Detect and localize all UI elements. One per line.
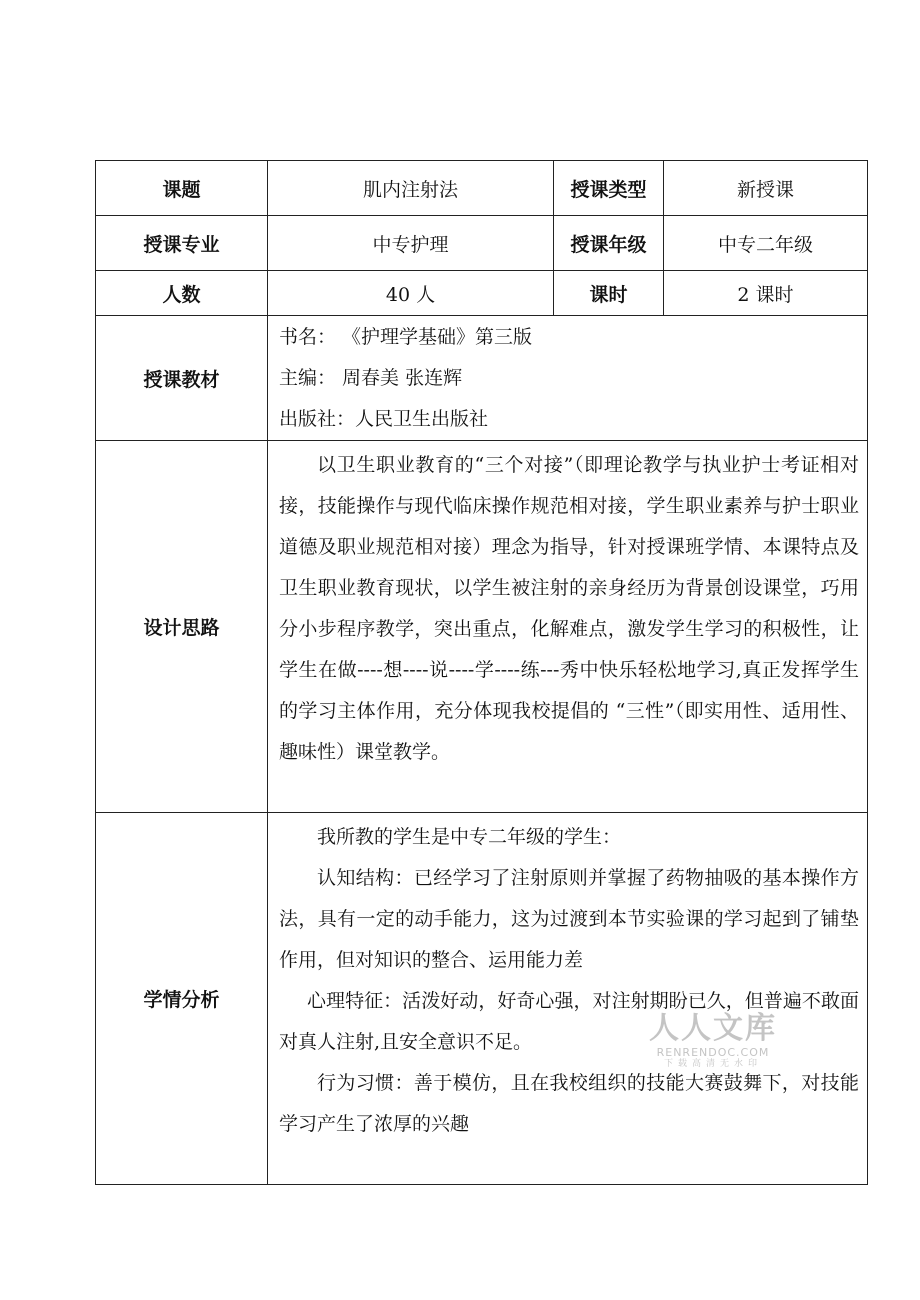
topic-value: 肌内注射法	[268, 161, 554, 216]
design-label: 设计思路	[96, 441, 268, 813]
hours-label: 课时	[554, 271, 664, 316]
hours-value: 2 课时	[664, 271, 868, 316]
analysis-label: 学情分析	[96, 813, 268, 1185]
row-topic	[96, 161, 868, 216]
grade-value: 中专二年级	[664, 216, 868, 271]
row-design	[96, 441, 868, 813]
row-analysis	[96, 813, 868, 1185]
lesson-plan-table	[95, 160, 868, 1185]
textbook-title-line: 书名： 《护理学基础》第三版	[279, 325, 533, 348]
textbook-publisher-line: 出版社：人民卫生出版社	[279, 407, 489, 430]
count-label: 人数	[96, 271, 268, 316]
watermark-note: 下载高清无水印	[663, 1059, 762, 1069]
analysis-intro: 我所教的学生是中专二年级的学生：	[317, 826, 622, 848]
major-label: 授课专业	[96, 216, 268, 271]
row-count	[96, 271, 868, 316]
design-paragraph: 以卫生职业教育的“三个对接”（即理论教学与执业护士考证相对接，技能操作与现代临床操作规范相对接，学生职业素养与护士职业道德及职业规范相对接）理念为指导，针对授课班学情、本课特点及卫生职业教育现状，以学生被注射的亲身经历为背景创设课堂，巧用分小步程序教学，突出重点，化解难点，激发学生学习的积极性，让学生在做----想----说----学----练---秀中快乐轻松地学习,真正发挥学生的学习主体作用，充分体现我校提倡的 “三性”（即实用性、适用性、趣味性）课堂教学。	[279, 454, 859, 763]
row-major	[96, 216, 868, 271]
type-label: 授课类型	[554, 161, 664, 216]
textbook-label: 授课教材	[96, 316, 268, 441]
analysis-behavior: 行为习惯：善于模仿，且在我校组织的技能大赛鼓舞下，对技能学习产生了浓厚的兴趣	[279, 1072, 859, 1135]
watermark-domain: RENRENDOC.COM	[656, 1046, 770, 1059]
watermark-logo-text: 人人文库	[649, 1011, 777, 1046]
count-value: 40 人	[268, 271, 554, 316]
type-value: 新授课	[664, 161, 868, 216]
analysis-psychological: 心理特征：活泼好动，好奇心强，对注射期盼已久，但普遍不敢面对真人注射,且安全意识不足。	[279, 990, 859, 1053]
textbook-details	[268, 316, 868, 441]
row-textbook	[96, 316, 868, 441]
major-value: 中专护理	[268, 216, 554, 271]
analysis-cognitive: 认知结构：已经学习了注射原则并掌握了药物抽吸的基本操作方法，具有一定的动手能力，这为过渡到本节实验课的学习起到了铺垫作用，但对知识的整合、运用能力差	[279, 867, 859, 971]
textbook-editor-line: 主编： 周春美 张连辉	[279, 366, 463, 389]
topic-label: 课题	[96, 161, 268, 216]
grade-label: 授课年级	[554, 216, 664, 271]
analysis-content	[268, 813, 868, 1185]
design-content	[268, 441, 868, 813]
